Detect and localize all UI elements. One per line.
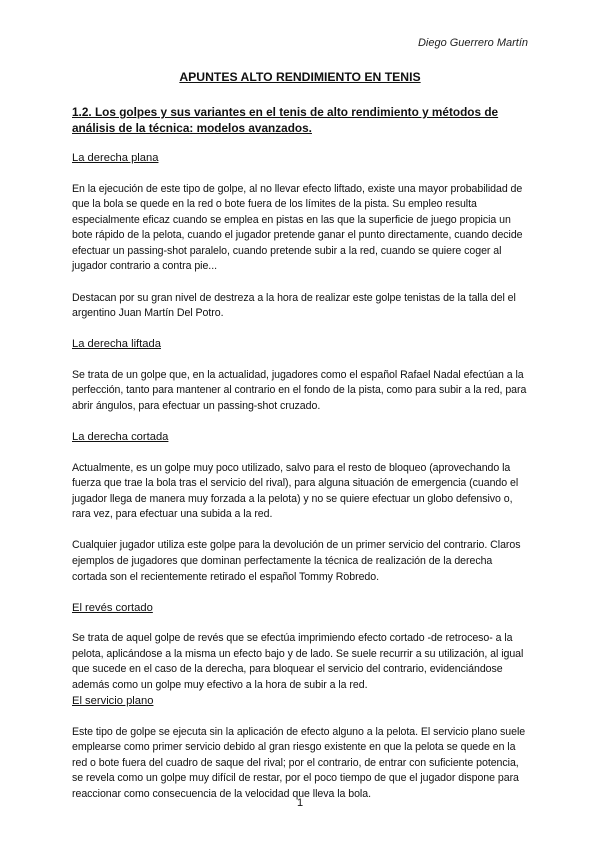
heading-servicio-plano: El servicio plano (72, 695, 154, 708)
paragraph: Cualquier jugador utiliza este golpe para la devolución de un primer servicio del contrario. Claros ejemplos de jugadores que dominan perfectamente la técnica de realización de la derecha cortada son el recientemente retirado el español Tommy Robredo. (72, 539, 521, 583)
author-header: Diego Guerrero Martín (417, 37, 528, 49)
paragraph: Actualmente, es un golpe muy poco utilizado, salvo para el resto de bloqueo (aprovechando la fuerza que trae la bola tras el servicio del rival), para alguna situación de emergencia (cuando el jugador llega de manera muy forzada a la pelota) y no se quiere efectuar un globo defensivo o, rara vez, para efectuar una subida a la red. (72, 461, 519, 521)
heading-derecha-cortada: La derecha cortada (72, 431, 169, 444)
section-title: 1.2. Los golpes y sus variantes en el tenis de alto rendimiento y métodos de análisis de la técnica: modelos avanzados. (72, 105, 499, 135)
document-title: APUNTES ALTO RENDIMIENTO EN TENIS (179, 70, 421, 84)
paragraph: Este tipo de golpe se ejecuta sin la aplicación de efecto alguno a la pelota. El servicio plano suele emplearse como primer servicio debido al gran riesgo existente en que la pelota se quede en la red o bote fuera del cuadro de saque del rival; por el contrario, de entrar con suficiente potencia, se revela como un golpe muy difícil de restar, por el poco tiempo de que el jugador dispone para reaccionar como consecuencia de la velocidad que lleva la bola. (72, 725, 526, 800)
heading-derecha-liftada: La derecha liftada (72, 338, 161, 351)
page-number: 1 (296, 797, 304, 809)
paragraph: Se trata de un golpe que, en la actualidad, jugadores como el español Rafael Nadal efectúan a la perfección, tanto para mantener al contrario en el fondo de la pista, como para subir a la red, para abrir ángulos, para efectuar un passing-shot cruzado. (72, 368, 527, 412)
paragraph: Destacan por su gran nivel de destreza a la hora de realizar este golpe tenistas de la talla del el argentino Juan Martín Del Potro. (72, 291, 516, 320)
paragraph: En la ejecución de este tipo de golpe, al no llevar efecto liftado, existe una mayor probabilidad de que la bola se quede en la red o bote fuera de los límites de la pista. Su empleo resulta especialmente eficaz cuando se emplea en pistas en las que la superficie de juego propicia un bote rápido de la pelota, cuando el jugador pretende ganar el punto directamente, cuando decide efectuar un passing-shot paralelo, cuando pretende subir a la red, cuando se quiere coger al jugador contrario a contra pie... (72, 182, 523, 273)
heading-reves-cortado: El revés cortado (72, 601, 153, 614)
document-body (72, 70, 528, 818)
heading-derecha-plana: La derecha plana (72, 152, 159, 164)
paragraph: Se trata de aquel golpe de revés que se efectúa imprimiendo efecto cortado -de retroceso- a la pelota, aplicándose a la misma un efecto bajo y de lado. Se suele recurrir a su utilización, al igual que sucede en el caso de la derecha, para bloquear el servicio del contrario, evidenciándose además como un golpe muy efectivo a la hora de subir a la red. (72, 632, 524, 691)
